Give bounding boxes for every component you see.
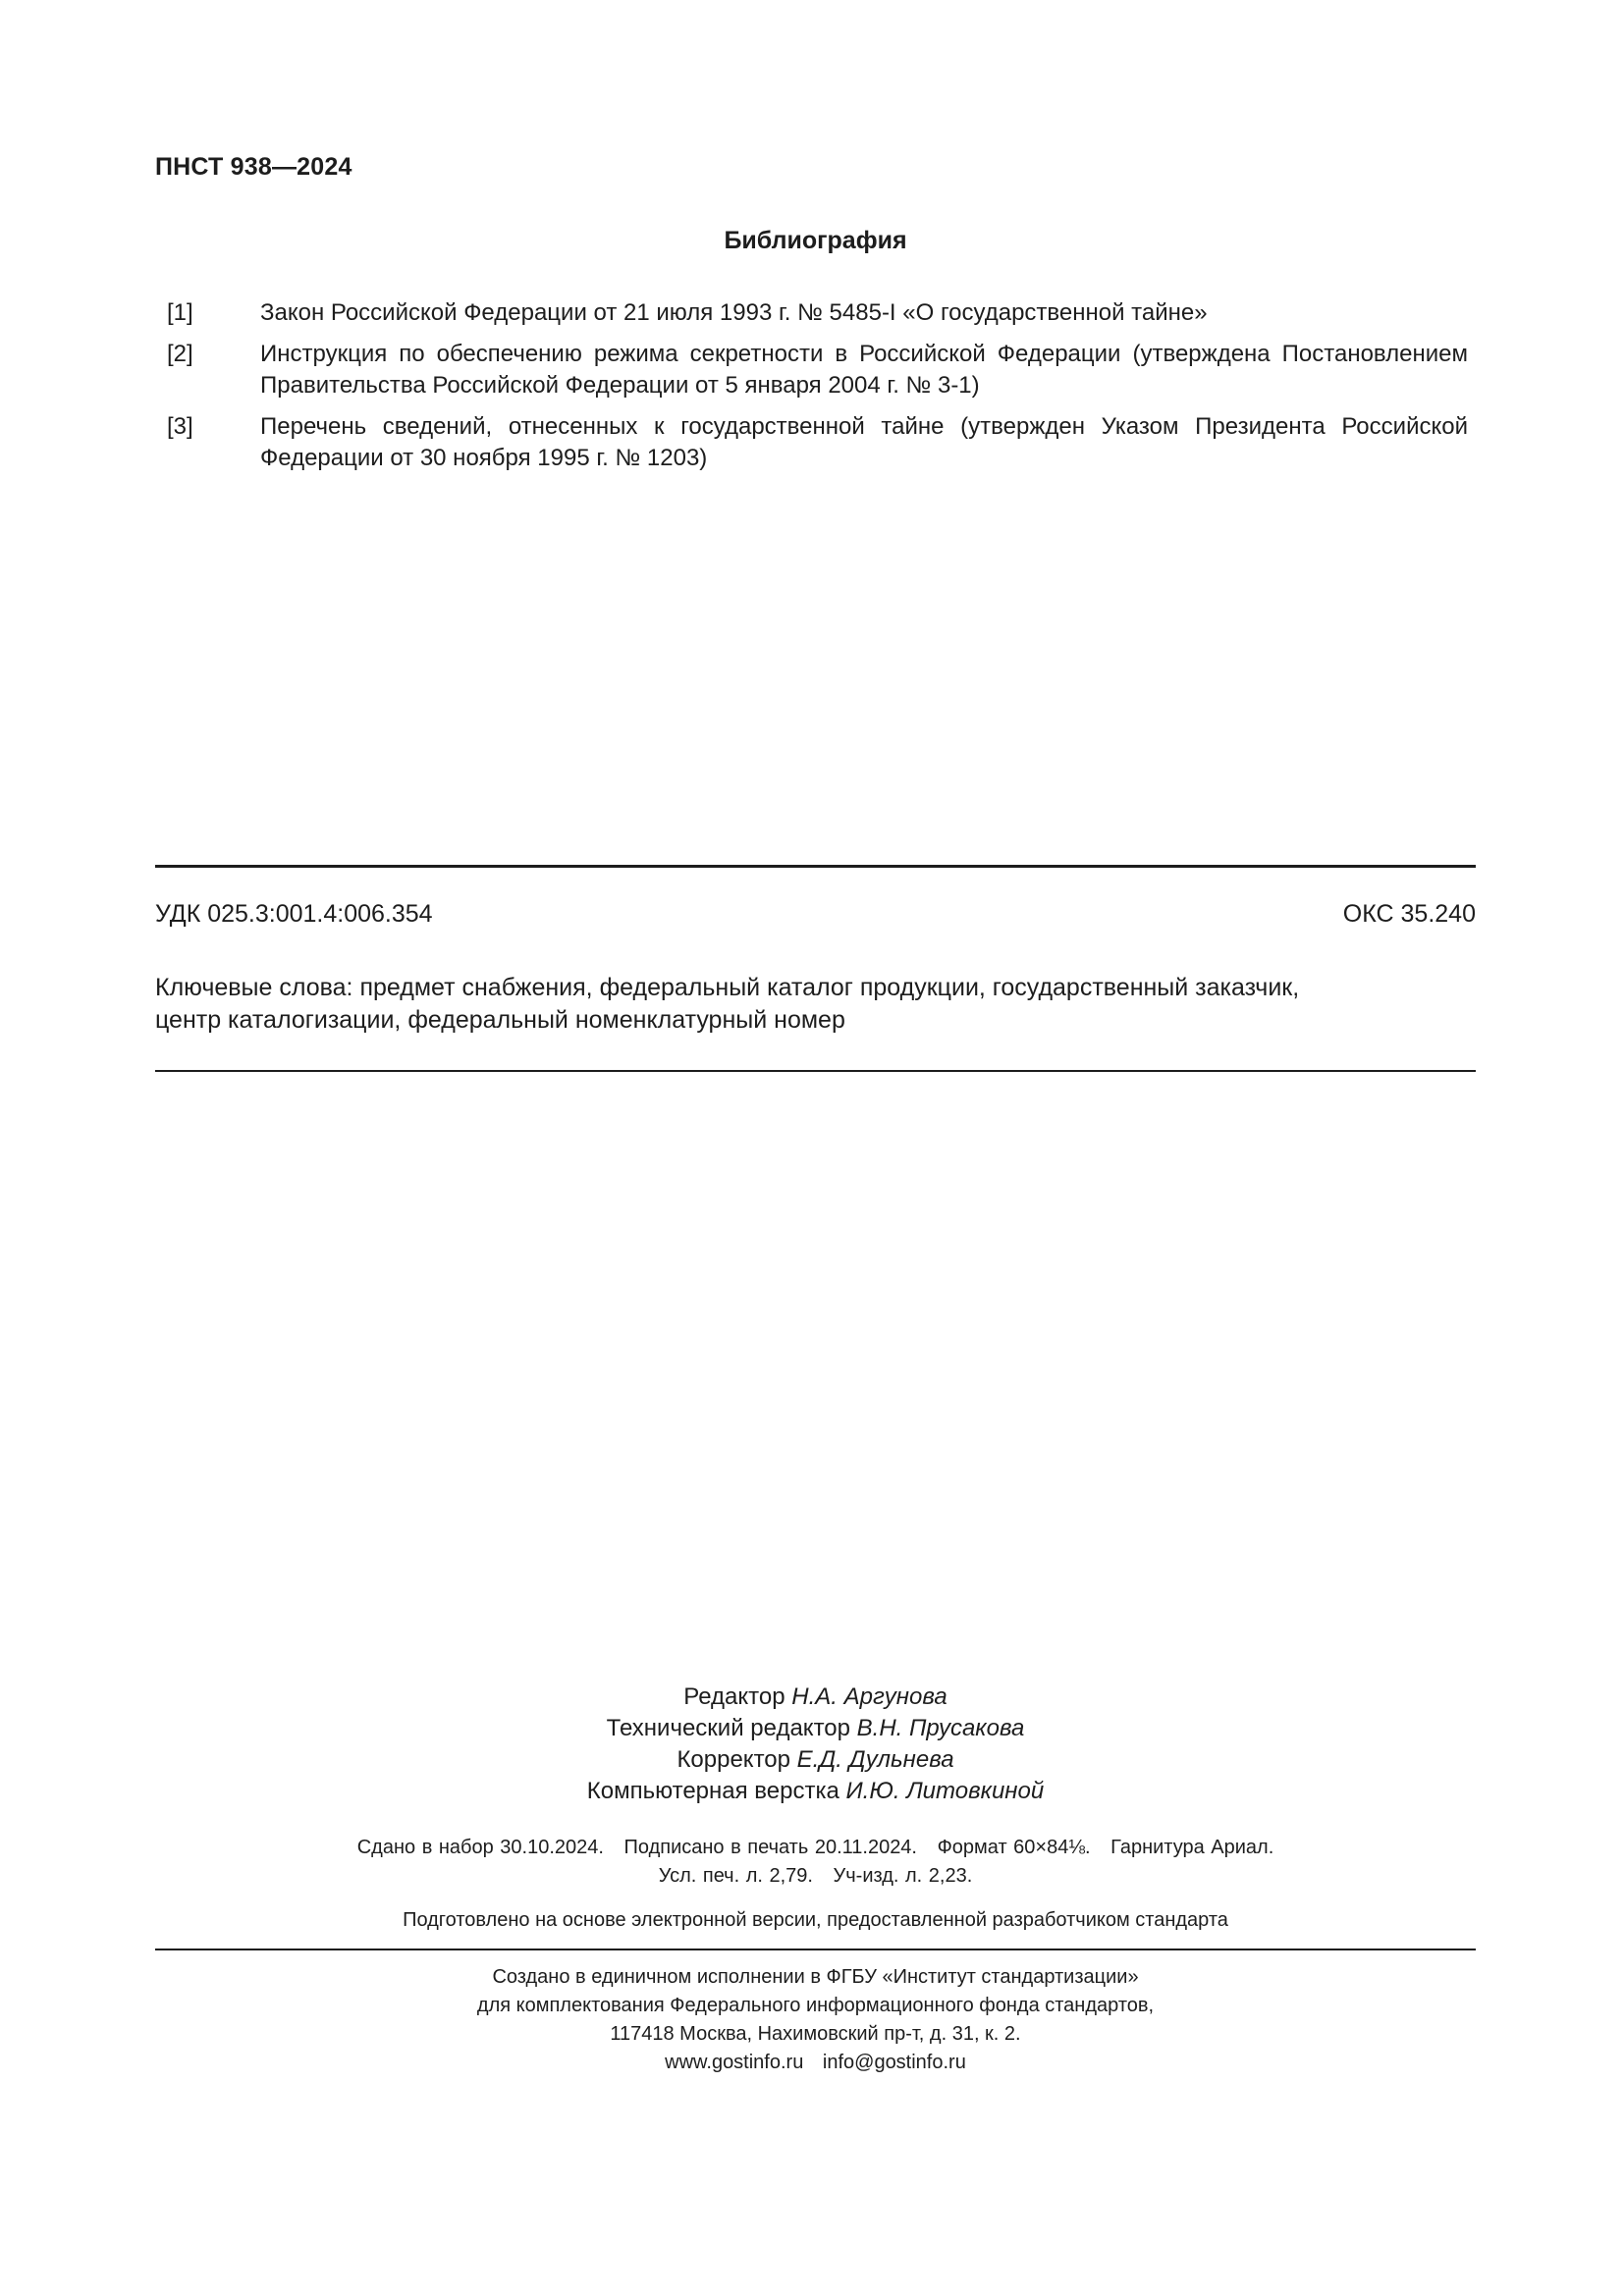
oks-code: ОКС 35.240	[1342, 900, 1476, 928]
publishing-sheets: Уч-изд. л. 2,23.	[833, 1865, 973, 1887]
credit-role: Редактор	[683, 1683, 785, 1710]
udk-code: УДК 025.3:001.4:006.354	[155, 900, 433, 928]
credit-role: Компьютерная верстка	[586, 1778, 839, 1804]
credit-line	[155, 1776, 1476, 1807]
entry-text: Перечень сведений, отнесенных к государственной тайне (утвержден Указом Президента Российской Федерации от 30 ноября 1995 г. № 1203)	[260, 413, 1468, 471]
classification-row	[155, 900, 1476, 929]
credit-person: Н.А. Аргунова	[791, 1683, 947, 1710]
footer-line-2: для комплектования Федерального информационного фонда стандартов,	[476, 1995, 1155, 2016]
divider-middle	[155, 1070, 1476, 1072]
print-info	[155, 1834, 1476, 1891]
bibliography-entry	[155, 411, 1468, 474]
publisher-footer	[155, 1963, 1476, 2077]
print-info-line-2	[155, 1862, 1476, 1891]
paper-format: Формат 60×84⅛.	[937, 1837, 1091, 1858]
footer-email[interactable]: info@gostinfo.ru	[822, 2052, 966, 2073]
entry-number: [1]	[167, 299, 193, 326]
keywords-block	[155, 972, 1476, 1037]
footer-line-1: Создано в единичном исполнении в ФГБУ «Институт стандартизации»	[492, 1966, 1139, 1988]
bibliography-entry	[155, 339, 1468, 401]
submitted-date: Сдано в набор 30.10.2024.	[356, 1837, 604, 1858]
credit-line	[155, 1744, 1476, 1776]
credit-person: В.Н. Прусакова	[856, 1715, 1025, 1741]
credits-block	[155, 1682, 1476, 1807]
credit-line	[155, 1713, 1476, 1744]
credit-role: Технический редактор	[606, 1715, 850, 1741]
keywords-line-2: центр каталогизации, федеральный номенклатурный номер	[155, 1006, 845, 1034]
entry-text: Инструкция по обеспечению режима секретности в Российской Федерации (утверждена Постановлением Правительства Российской Федерации от 5 января 2004 г. № 3-1)	[260, 341, 1468, 399]
print-sheets: Усл. печ. л. 2,79.	[658, 1865, 813, 1887]
print-info-line-1	[155, 1834, 1476, 1862]
document-code: ПНСТ 938—2024	[155, 153, 352, 181]
credit-role: Корректор	[677, 1746, 790, 1773]
typeface: Гарнитура Ариал.	[1110, 1837, 1274, 1858]
prepared-note: Подготовлено на основе электронной версии, предоставленной разработчиком стандарта	[403, 1909, 1228, 1931]
signed-date: Подписано в печать 20.11.2024.	[623, 1837, 917, 1858]
credit-person: Е.Д. Дульнева	[796, 1746, 954, 1773]
keywords-line-1: Ключевые слова: предмет снабжения, федеральный каталог продукции, государственный заказчик,	[155, 974, 1300, 1001]
footer-address: 117418 Москва, Нахимовский пр-т, д. 31, к. 2.	[610, 2023, 1021, 2045]
bibliography-list	[155, 297, 1468, 484]
divider-bottom	[155, 1949, 1476, 1950]
entry-number: [3]	[167, 413, 193, 440]
divider-top	[155, 865, 1476, 868]
credit-person: И.Ю. Литовкиной	[845, 1778, 1045, 1804]
footer-website[interactable]: www.gostinfo.ru	[665, 2052, 804, 2073]
entry-number: [2]	[167, 341, 193, 367]
bibliography-entry	[155, 297, 1468, 329]
bibliography-title: Библиография	[724, 227, 907, 254]
credit-line	[155, 1682, 1476, 1713]
entry-text: Закон Российской Федерации от 21 июля 1993 г. № 5485-I «О государственной тайне»	[260, 299, 1208, 326]
footer-contacts	[155, 2049, 1476, 2077]
